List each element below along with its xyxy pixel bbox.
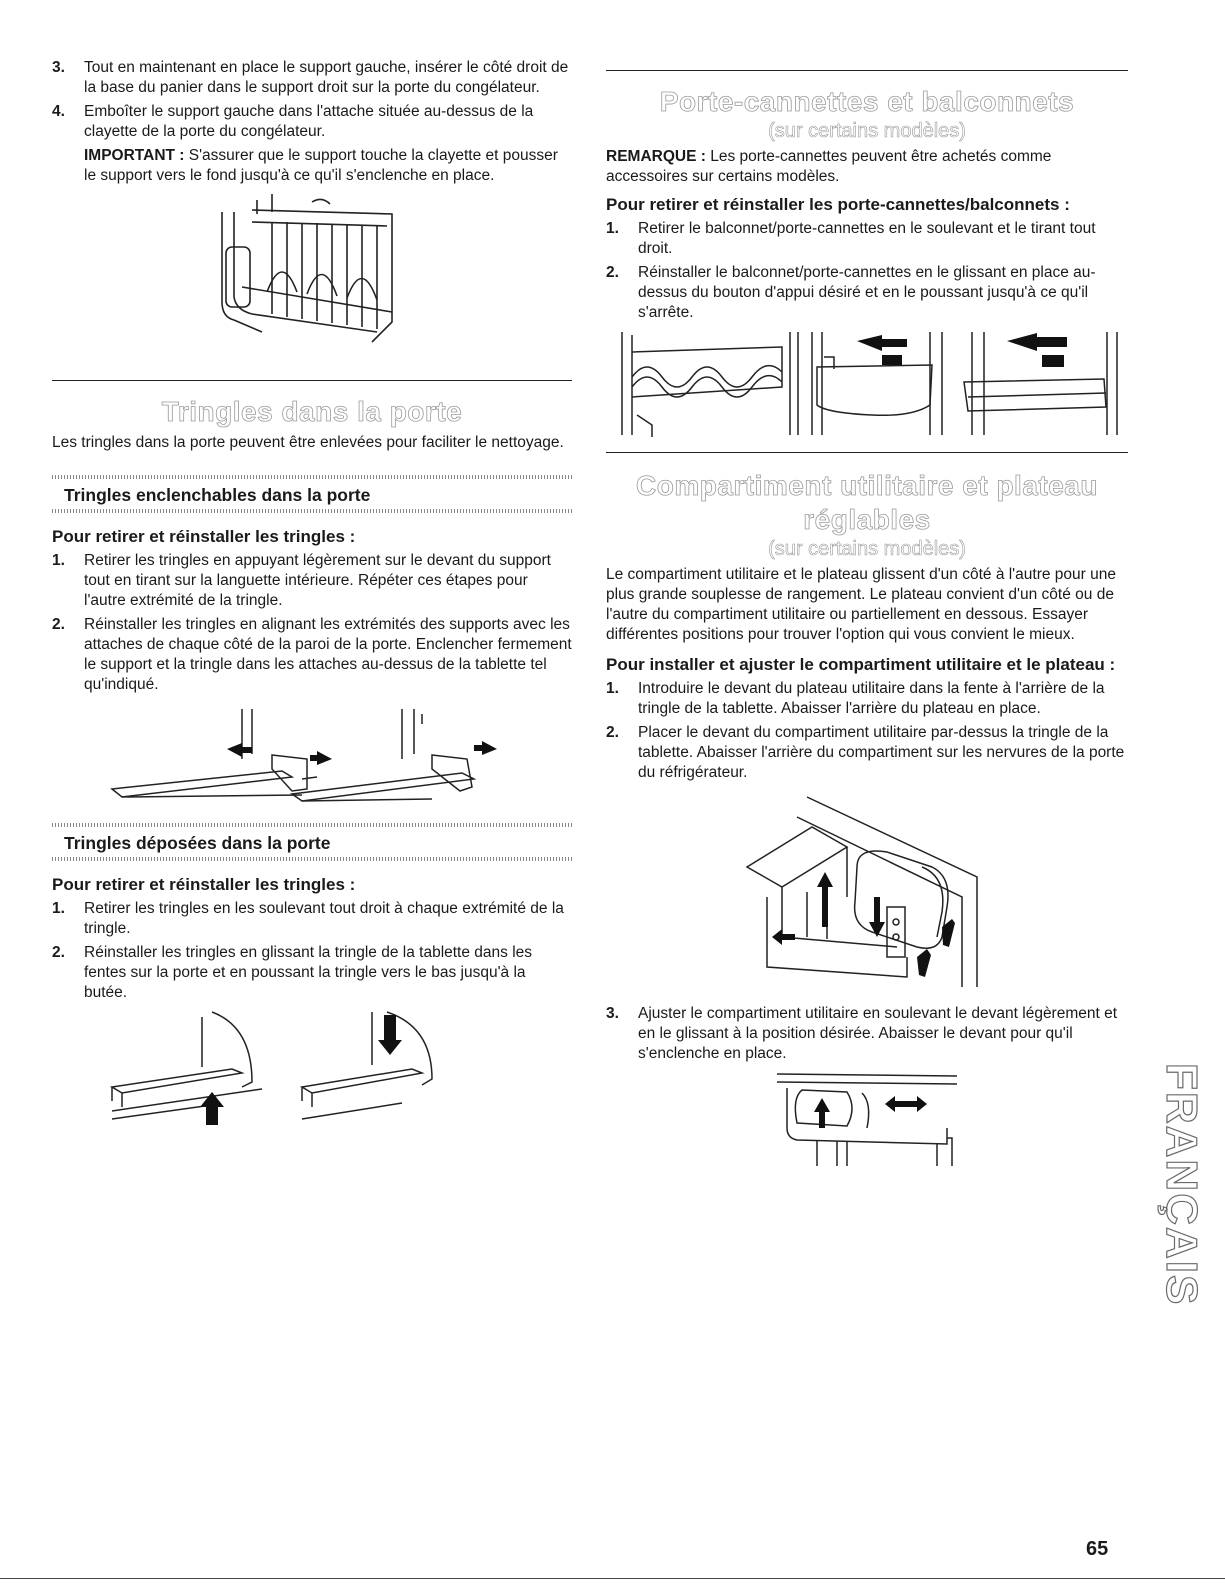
step-text: Réinstaller les tringles en alignant les extrémités des supports avec les attaches de chaque côté de la paroi de la porte. Enclencher fermement le support et la tringle dans les attaches au-dessus de la tablette tel qu'indiqué.	[84, 616, 572, 693]
page-number: 65	[1086, 1538, 1109, 1560]
section-subtitle: (sur certains modèles)	[768, 120, 966, 142]
step-text: Ajuster le compartiment utilitaire en soulevant le devant légèrement et en le glissant à la position désirée. Abaisser le devant pour qu'il s'enclenche en place.	[638, 1005, 1118, 1062]
procedure-title: Pour installer et ajuster le compartiment utilitaire et le plateau :	[606, 655, 1116, 674]
step-number: 2.	[606, 724, 619, 741]
list-item	[52, 551, 572, 611]
list-item	[606, 263, 1128, 323]
basket-illustration	[212, 192, 412, 362]
important-label: IMPORTANT :	[84, 147, 185, 164]
step-number: 1.	[606, 680, 619, 697]
can-holder-illustration	[612, 327, 1122, 442]
list-item	[52, 102, 572, 142]
util-step-3	[606, 1004, 1128, 1064]
step-text: Réinstaller le balconnet/porte-cannettes en le glissant en place au-dessus du bouton d'appui désiré et en le poussant jusqu'à ce qu'il s'arrête.	[638, 264, 1096, 321]
section-divider	[606, 70, 1128, 71]
snap-rail-illustration	[102, 699, 522, 809]
note-label: REMARQUE :	[606, 148, 706, 165]
section-intro: Le compartiment utilitaire et le plateau glissent d'un côté à l'autre pour une plus grande souplesse de rangement. Le plateau convient d'un côté ou de l'autre du compartiment utilitaire ou partiellement en dessous. Essayer différentes positions pour trouver l'option qui vous convient le mieux.	[606, 566, 1116, 643]
util-steps	[606, 679, 1128, 783]
snap-steps	[52, 551, 572, 695]
step-number: 4.	[52, 103, 65, 120]
step-text: Retirer les tringles en les soulevant tout droit à chaque extrémité de la tringle.	[84, 900, 564, 937]
procedure-title: Pour retirer et réinstaller les tringles :	[52, 875, 356, 894]
step-number: 2.	[52, 944, 65, 961]
step-number: 3.	[52, 59, 65, 76]
section-title: Compartiment utilitaire et plateau réglables	[636, 470, 1098, 535]
list-item	[606, 219, 1128, 259]
dropin-rail-illustration	[102, 1007, 522, 1132]
list-item	[52, 615, 572, 695]
note-text: Les porte-cannettes peuvent être achetés comme accessoires sur certains modèles.	[606, 148, 1052, 185]
step-text: Placer le devant du compartiment utilitaire par-dessus la tringle de la tablette. Abaisser l'arrière du compartiment sur les nervures de la porte du réfrigérateur.	[638, 724, 1125, 781]
procedure-title: Pour retirer et réinstaller les porte-cannettes/balconnets :	[606, 195, 1070, 214]
important-note	[52, 146, 572, 186]
step-text: Emboîter le support gauche dans l'attache située au-dessus de la clayette de la porte du congélateur.	[84, 103, 534, 140]
subsection-title: Tringles enclenchables dans la porte	[64, 485, 371, 505]
note	[606, 147, 1128, 187]
list-item	[52, 899, 572, 939]
section-divider	[52, 380, 572, 381]
step-text: Retirer le balconnet/porte-cannettes en le soulevant et le tirant tout droit.	[638, 220, 1096, 257]
left-column	[52, 58, 572, 1132]
section-divider	[606, 452, 1128, 453]
step-number: 2.	[606, 264, 619, 281]
subhead-bar	[52, 509, 572, 513]
list-item	[606, 679, 1128, 719]
language-tab: FRANÇAIS	[1157, 1063, 1206, 1307]
section-title: Porte-cannettes et balconnets	[659, 86, 1075, 117]
step-number: 1.	[52, 552, 65, 569]
step-text: Tout en maintenant en place le support gauche, insérer le côté droit de la base du panier dans le support droit sur la porte du congélateur.	[84, 59, 569, 96]
subhead-bar	[52, 857, 572, 861]
section-title: Tringles dans la porte	[161, 396, 463, 427]
basket-steps	[52, 58, 572, 142]
procedure-title: Pour retirer et réinstaller les tringles :	[52, 527, 356, 546]
step-text: Introduire le devant du plateau utilitaire dans la fente à l'arrière de la tringle de la tablette. Abaisser l'arrière du plateau en place.	[638, 680, 1105, 717]
can-steps	[606, 219, 1128, 323]
page-bottom-rule	[0, 1578, 1225, 1579]
subsection-title: Tringles déposées dans la porte	[64, 833, 331, 853]
step-number: 1.	[52, 900, 65, 917]
section-subtitle: (sur certains modèles)	[768, 538, 966, 560]
step-number: 1.	[606, 220, 619, 237]
list-item	[52, 58, 572, 98]
important-text: S'assurer que le support touche la clayette et pousser le support vers le fond jusqu'à ce qu'il s'enclenche en place.	[84, 147, 558, 184]
right-column	[606, 58, 1128, 1168]
list-item	[52, 943, 572, 1003]
list-item	[606, 1004, 1128, 1064]
list-item	[606, 723, 1128, 783]
step-number: 3.	[606, 1005, 619, 1022]
step-text: Retirer les tringles en appuyant légèrement sur le devant du support tout en tirant sur la languette intérieure. Répéter ces étapes pour l'autre extrémité de la tringle.	[84, 552, 551, 609]
dropin-steps	[52, 899, 572, 1003]
step-number: 2.	[52, 616, 65, 633]
utility-bin-illustration	[737, 787, 997, 992]
utility-adjust-illustration	[767, 1068, 967, 1168]
step-text: Réinstaller les tringles en glissant la tringle de la tablette dans les fentes sur la porte et en poussant la tringle vers le bas jusqu'à la butée.	[84, 944, 533, 1001]
section-intro: Les tringles dans la porte peuvent être enlevées pour faciliter le nettoyage.	[52, 434, 564, 451]
